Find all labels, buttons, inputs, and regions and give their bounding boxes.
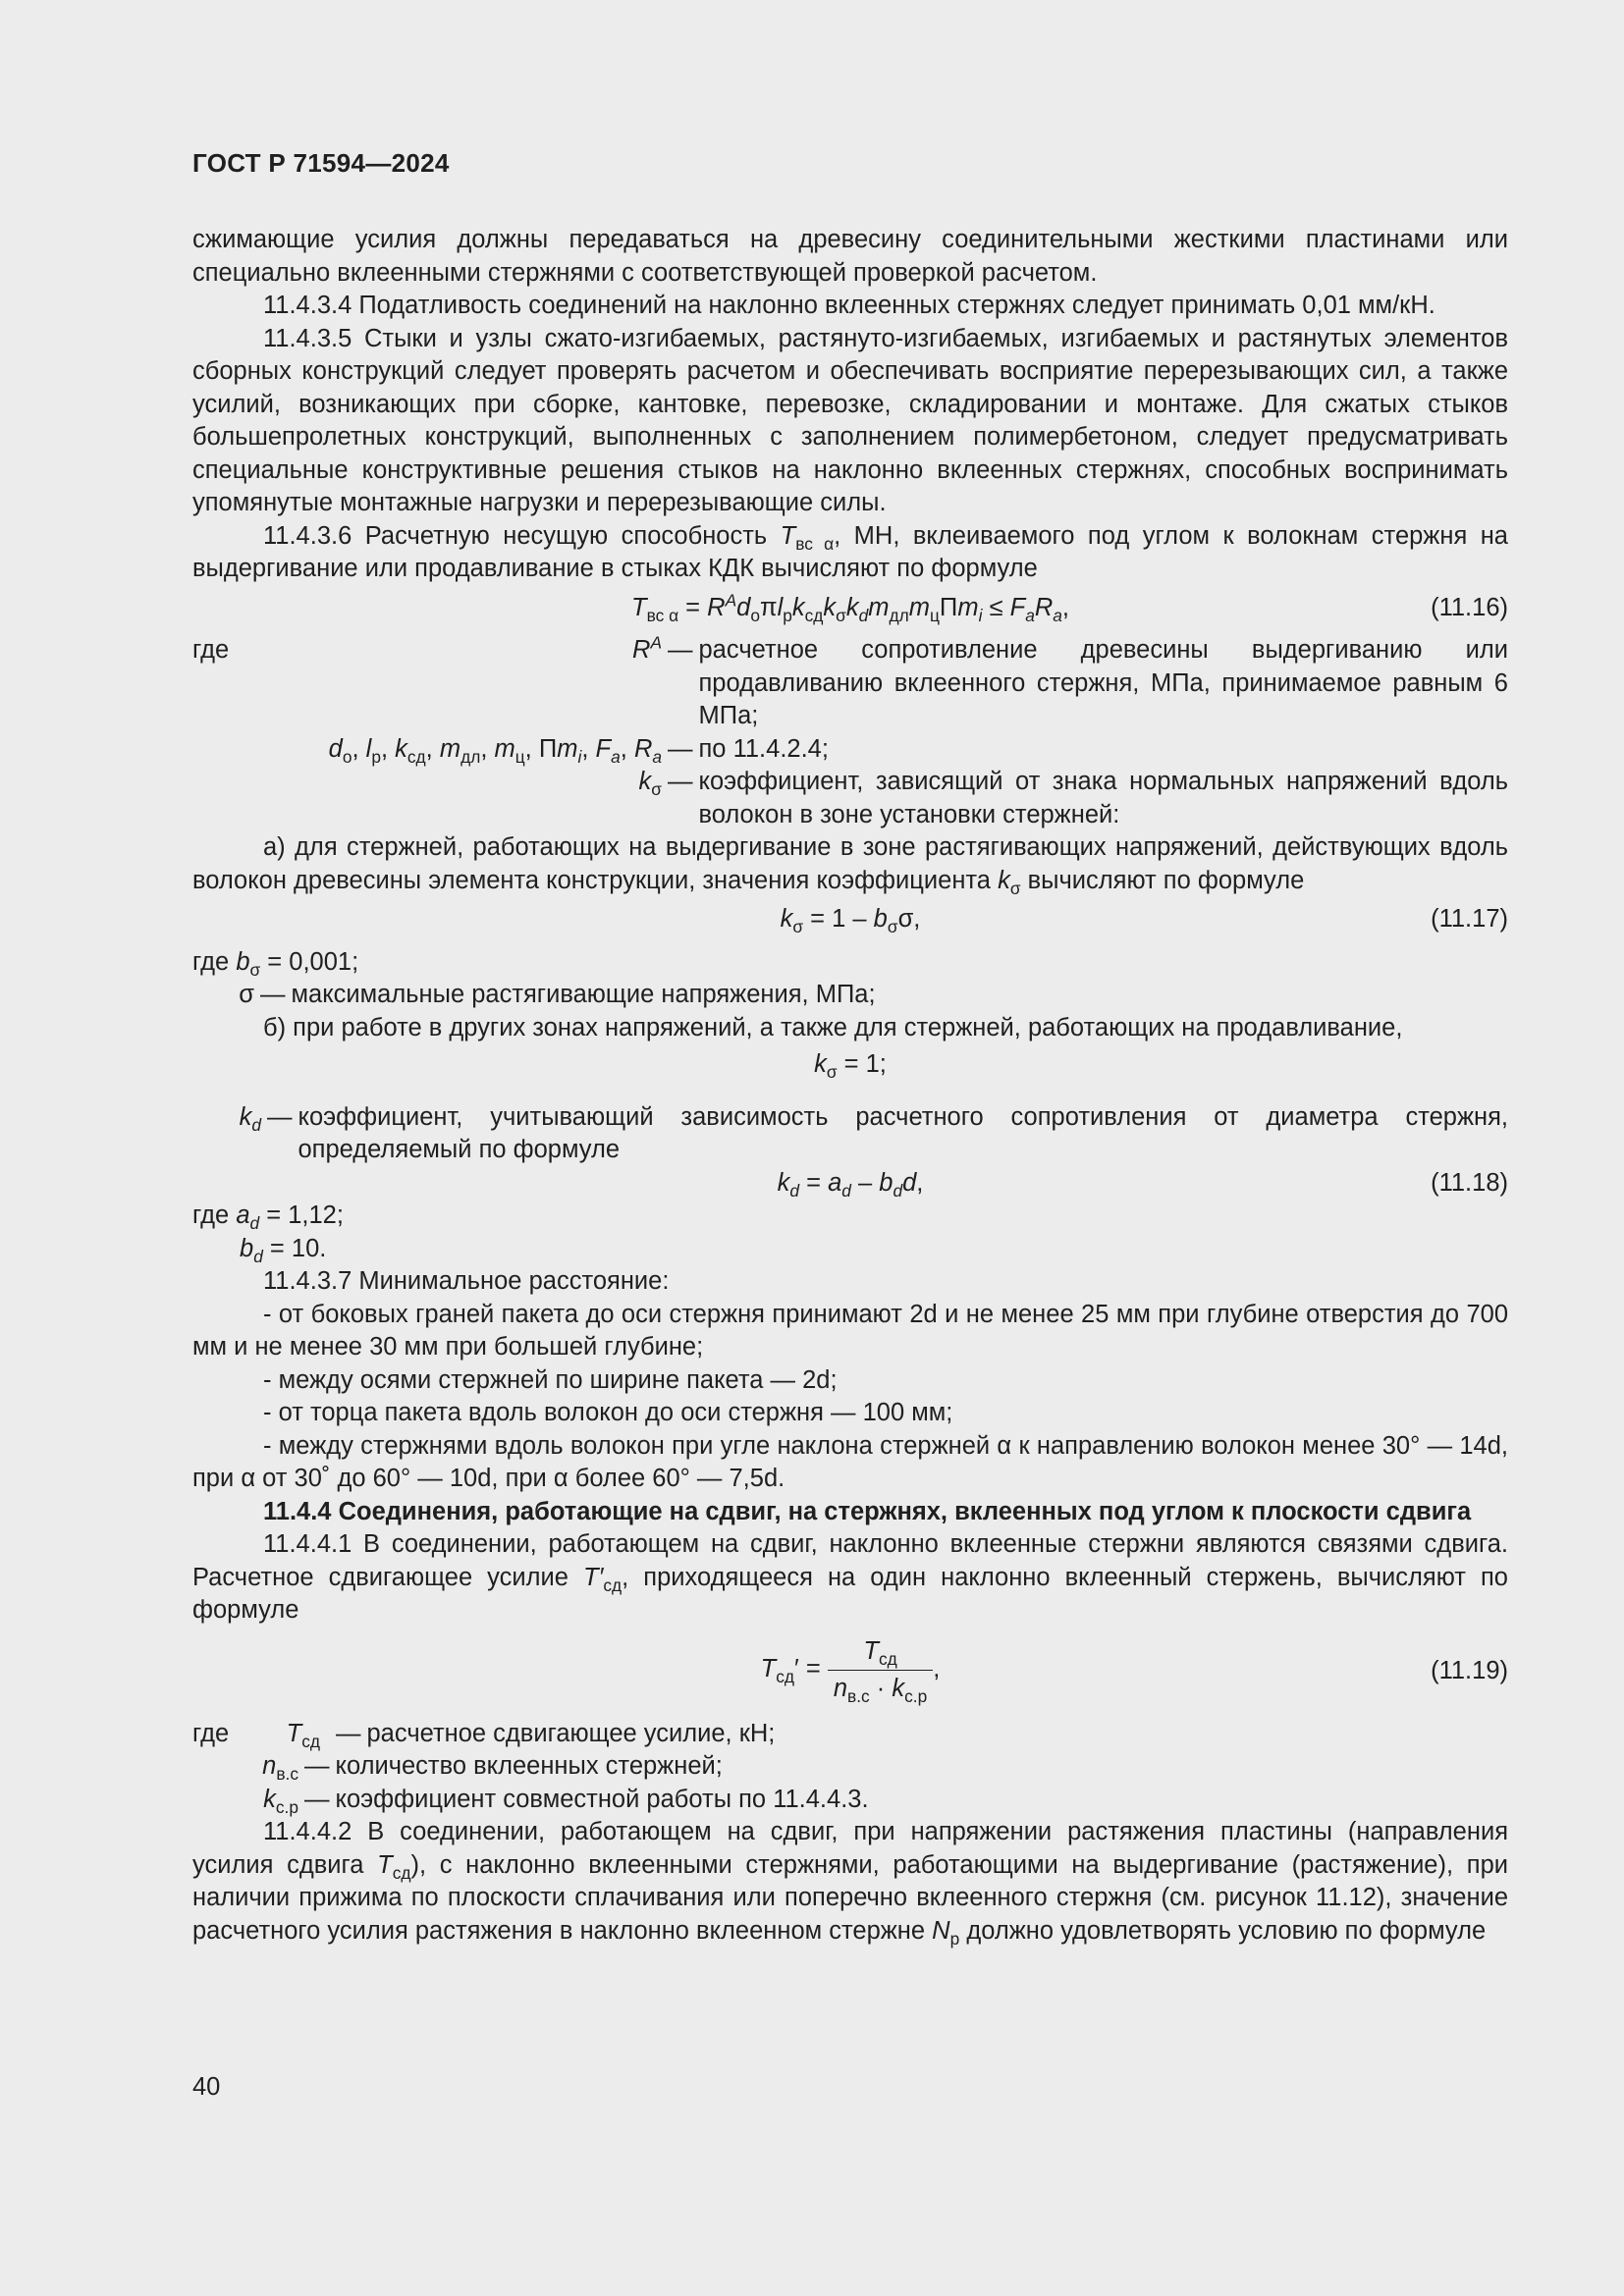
definition-nvs: $n_{в.с}$ — количество вклеенных стержней; [262,1752,723,1785]
list-item: - между осями стержней по ширине пакета — 2d; [263,1365,838,1394]
paragraph-11-4-4-1: 11.4.4.1 В соединении, работающем на сдвиг, наклонно вклеенные стержни являются связями сдвига. Расчетное сдвигающее усилие $T'_{сд}$, приходящееся на один наклонно вклеенный стержень, вычисляют по формуле [192,1530,1508,1624]
list-item: - от боковых граней пакета до оси стержня принимают 2d и не менее 25 мм при глубине отверстия до 700 мм и не менее 30 мм при большей глубине; [192,1300,1508,1361]
list-item: - между стержнями вдоль волокон при угле наклона стержней α к направлению волокон менее 30° — 14d, при α от 30˚ до 60° — 10d, при α более 60° — 7,5d. [192,1431,1508,1492]
formula-number: (11.17) [1431,905,1508,933]
page-content [192,224,1508,1948]
paragraph-11-4-4-2: 11.4.4.2 В соединении, работающем на сдвиг, при напряжении растяжения пластины (направления усилия сдвига $T_{сд}$), с наклонно вклеенными стержнями, работающими на выдергивание (растяжение), при наличии прижима по плоскости сплачивания или поперечно вклеенного стержня (см. рисунок 11.12), значение расчетного усилия растяжения в наклонно вклеенном стержне $N_р$ должно удовлетворять условию по формуле [192,1818,1508,1949]
formula-11-16 [192,592,1508,625]
definition-ksr: $k_{с.р}$ — коэффициент совместной работы по 11.4.4.3. [263,1785,869,1817]
formula-expression: $k_\sigma = 1 - b_\sigma\sigma$, [780,905,921,937]
formula-number: (11.16) [1431,593,1508,621]
formula-expression: $T_{вс \alpha} = R^Ad_о\pi l_рk_{сд}k_\sigma k_dm_{дл}m_ц\Pi m_i \le F_aR_a$, [631,590,1069,625]
document-header: ГОСТ Р 71594—2024 [192,148,450,178]
formula-11-18 [192,1167,1508,1201]
formula-11-19 [192,1635,1508,1706]
section-heading-11-4-4: 11.4.4 Соединения, работающие на сдвиг, на стержнях, вклеенных под углом к плоскости сдвига [263,1497,1472,1525]
page-number: 40 [192,2073,221,2101]
where-ad: где $a_d = 1,12$; [192,1201,344,1234]
definition-Tsd: где $T_{сд}$ — расчетное сдвигающее усилие, кН; [192,1719,776,1751]
formula-number: (11.18) [1431,1168,1508,1197]
definition-sigma: σ — максимальные растягивающие напряжения, МПа; [239,981,876,1008]
formula-expression: $k_d = a_d - b_dd$, [777,1168,924,1201]
formula-ksigma-1 [192,1048,1508,1082]
formula-11-17 [192,903,1508,936]
paragraph-b: б) при работе в других зонах напряжений, а также для стержней, работающих на продавливание, [263,1013,1403,1041]
definition-list: $d_о$, $l_р$, $k_{сд}$, $m_{дл}$, $m_ц$, $\Pi m_i$, $F_a$, $R_a$ — по 11.4.2.4; [328,734,829,767]
list-item: - от торца пакета вдоль волокон до оси стержня — 100 мм; [263,1399,953,1426]
paragraph-11-4-3-6: 11.4.3.6 Расчетную несущую способность $T_{вс \alpha}$, МН, вклеиваемого под углом к волокнам стержня на выдергивание или продавливание в стыках КДК вычисляют по формуле [192,521,1508,582]
paragraph-a: а) для стержней, работающих на выдергивание в зоне растягивающих напряжений, действующих вдоль волокон древесины элемента конструкции, значения коэффициента $k_\sigma$ вычисляют по формуле [192,833,1508,898]
paragraph: сжимающие усилия должны передаваться на древесину соединительными жесткими пластинами или специально вклеенными стержнями с соответствующей проверкой расчетом. [192,226,1508,287]
where-bd: $b_d = 10$. [240,1234,327,1266]
paragraph-11-4-3-7: 11.4.3.7 Минимальное расстояние: [263,1267,670,1295]
formula-number: (11.19) [1431,1656,1508,1684]
formula-expression: $k_\sigma = 1$; [814,1050,887,1083]
definition-ksigma: $k_\sigma$ — коэффициент, зависящий от знака нормальных напряжений вдоль волокон в зоне установки стержней: [638,768,1508,828]
paragraph-11-4-3-4: 11.4.3.4 Податливость соединений на наклонно вклеенных стержнях следует принимать 0,01 мм/кН. [263,292,1435,319]
where-bsigma: где $b_\sigma = 0,001$; [192,947,359,980]
definition-kd: $k_d$ — коэффициент, учитывающий зависимость расчетного сопротивления от диаметра стержня, определяемый по формуле [239,1102,1508,1163]
formula-expression: $T_{сд}'$ = $\frac{T_{сд}}{n_{в.с} \cdot k_{с.р}}$ , [760,1636,941,1707]
paragraph-11-4-3-5: 11.4.3.5 Стыки и узлы сжато-изгибаемых, растянуто-изгибаемых, изгибаемых и растянутых элементов сборных конструкций следует проверять расчетом и обеспечивать восприятие перерезывающих сил, а также усилий, возникающих при сборке, кантовке, перевозке, складировании и монтаже. Для сжатых стыков большепролетных конструкций, выполненных с заполнением полимербетоном, следует предусматривать специальные конструктивные решения стыков на наклонно вклеенных стержнях, способных воспринимать упомянутые монтажные нагрузки и перерезывающие силы. [192,324,1508,516]
definition-RA: где $R^A$ — расчетное сопротивление древесины выдергиванию или продавливанию вклеенного стержня, МПа, принимаемое равным 6 МПа; [192,632,1508,729]
